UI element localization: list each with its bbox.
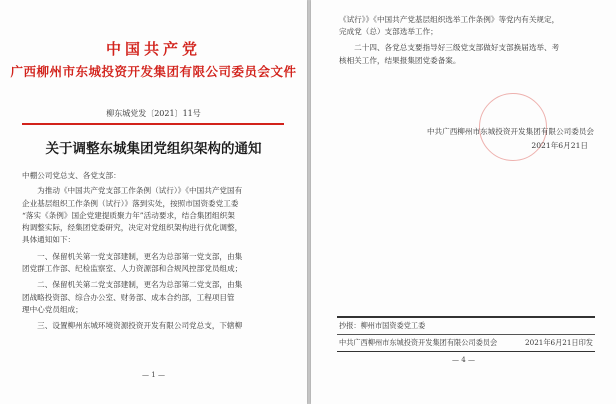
party-name-header: 中国共产党 [105, 40, 201, 58]
body-line: 为推动《中国共产党支部工作条例（试行）》《中国共产党国有 [22, 186, 243, 196]
notice-body [22, 170, 286, 333]
body-line: “落实《条例》国企党建提质聚力年”活动要求，结合集团组织架 [22, 210, 235, 220]
body-line: 具体通知如下： [22, 235, 76, 245]
red-divider-line [22, 123, 284, 125]
issue-date: 2021年6月21日印发 [525, 337, 593, 347]
body-line: 《试行》》《中国共产党基层组织选举工作条例》等党内有关规定， [339, 15, 560, 24]
body-line: 一、保留机关第一党支部建制，更名为总部第一党支部，由集 [22, 251, 243, 261]
body-line: 企业基层组织工作条例（试行）》落到实处，按照市国资委党工委 [22, 198, 239, 208]
notice-title: 关于调整东城集团党组织架构的通知 [45, 141, 262, 157]
document-page-1 [0, 0, 307, 404]
document-footer [337, 316, 595, 352]
body-line: 三、设置柳州东城环境资源投资开发有限公司党总支，下辖柳 [22, 321, 243, 331]
body-line: 二、保留机关第二党支部建制，更名为总部第二党支部，由集 [22, 280, 243, 290]
body-line: 构调整实际，经集团党委研究，决定对党组织架构进行优化调整， [22, 223, 243, 233]
cc-label: 抄报： [339, 320, 361, 330]
body-line: 二十四、各党总支要指导好三级党支部做好支部换届选举、考 [339, 43, 560, 53]
body-line: 中棚公司党总支、各党支部： [22, 171, 121, 180]
document-number: 柳东城党发〔2021〕11号 [106, 109, 201, 118]
signature-org: 中共广西柳州市东城投资开发集团有限公司委员会 [426, 127, 594, 136]
page-number: — 1 — [142, 371, 165, 379]
committee-name-header: 广西柳州市东城投资开发集团有限公司委员会文件 [10, 64, 297, 79]
body-line: 团战略投资部、综合办公室、财务部、成本合约部，工程项目管 [22, 292, 235, 302]
footer-rule-bottom [337, 351, 595, 353]
body-line: 核相关工作，结果报集团党委备案。 [339, 55, 461, 65]
body-line: 团党群工作部、纪检监察室、人力资源部和合规风控部党员组成； [22, 264, 243, 274]
page-number: — 4 — [452, 356, 475, 364]
footer-cc-row [337, 318, 595, 334]
body-line: 理中心党员组成； [22, 304, 83, 314]
signature-block [427, 125, 594, 153]
document-page-4 [311, 0, 616, 404]
cc-value: 柳州市国资委党工委 [360, 320, 426, 330]
body-line: 完成党（总）支部选举工作； [339, 27, 438, 37]
notice-body-continued [339, 14, 599, 67]
signature-date: 2021年6月21日 [531, 141, 588, 150]
issuer-name: 中共广西柳州市东城投资开发集团有限公司委员会 [339, 337, 498, 347]
footer-issuer-row [337, 335, 595, 351]
